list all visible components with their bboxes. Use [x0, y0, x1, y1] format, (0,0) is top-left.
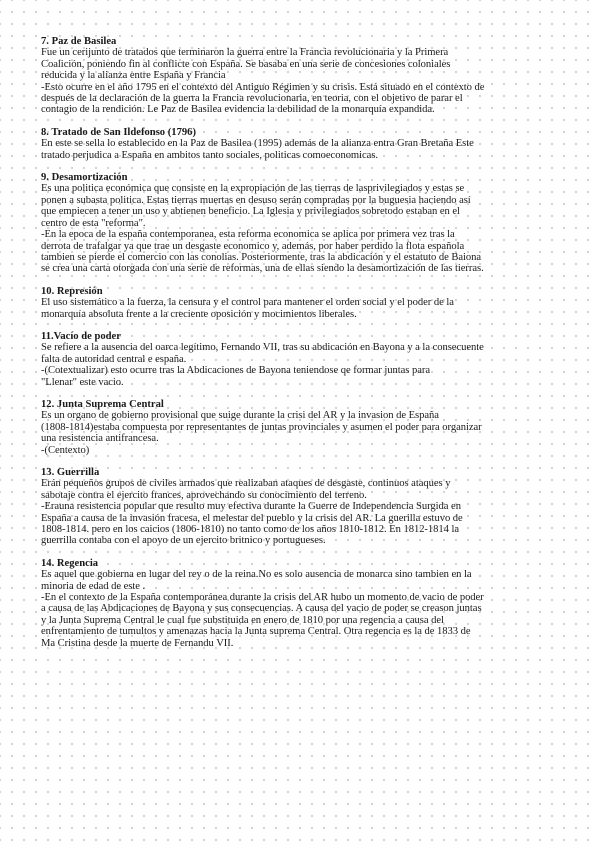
section-text-line: 1808-1814. pero en los caicios (1806-1810) no tanto como de los años 1810-1812. En 1812-1814 la [41, 524, 460, 536]
section-text-line: Es aquel que gobierna en lugar del rey o de la reina.No es solo ausencia de monarca sino tambien en la [41, 569, 472, 581]
section-text-line: tambien se pierde el comercio con las conolias. Posteriormente, tras la abdicación y el estatuto de Baiona [41, 251, 482, 263]
definition-section [41, 36, 561, 116]
definition-section [41, 127, 561, 161]
section-text-line: "Llenar" este vacio. [41, 376, 124, 388]
section-text-line: -En el contexto de la España contemporánea durante la crisis del AR hubo un momento de vacio de poder [41, 592, 484, 604]
definition-section [41, 286, 561, 320]
section-text-line: tratado perjudica a España en ambitos tanto sociales, politicas comoeconomicas. [41, 149, 378, 161]
section-heading: 14. Regencia [41, 557, 99, 569]
section-text-line: contagio de la rendición. Le Paz de Basilea evidencia la debilidad de la monarquía expandida. [41, 104, 435, 116]
section-text-line: derrota de trafalgar ya que trae un desgaste economico y, además, por haber perdido la flota española [41, 240, 465, 252]
section-text-line: se crea una carta otorgada con una serie de reformas, una de ellas siendo la desamortización de las tierras. [41, 263, 484, 275]
definition-section [41, 331, 561, 388]
section-text-line: guerrilla contaba con el apoyo de un ejercito britnico y portugueses. [41, 535, 326, 547]
section-text-line: y la Junta Suprema Central le cual fue substituida en enero de 1810 por una regencia a causa del [41, 614, 444, 626]
section-heading: 11.Vacío de poder [41, 330, 121, 342]
section-heading: 8. Tratado de San Ildefonso (1796) [41, 126, 197, 138]
section-text-line: Es un organo de gobierno provisional que suige durante la crisi del AR y la invasion de España [41, 410, 439, 422]
section-text-line: una resistencia antifrancesa. [41, 433, 159, 445]
definition-section [41, 467, 561, 547]
section-text-line: Fue un cerijunto de tratados que terminaron la guerra entre la Francia revolucionaria y la Primera [41, 47, 449, 59]
section-text-line: Es una politica económica que consiste en la expropiación de las tierras de lasprivilegiados y estas se [41, 183, 465, 195]
section-text-line: -(Centexto) [41, 444, 90, 456]
definition-section [41, 558, 561, 649]
section-heading: 9. Desamortización [41, 172, 128, 184]
section-text-line: sabotaje contra el ejercito frances, aprovechando su conocimiento del terreno. [41, 489, 367, 501]
section-text-line: falta de autoridad central e españa. [41, 353, 187, 365]
definition-section [41, 399, 561, 456]
section-heading: 13. Guerrilla [41, 467, 100, 478]
section-text-line: a causa de las Abdicaciones de Bayona y sus consecuencias. A causa del vacio de poder se creason juntas [41, 603, 482, 615]
section-heading: 10. Represión [41, 285, 103, 297]
section-text-line: Se refiere a la ausencia del oarca legítimo, Fernando VII, tras su abdicación en Bayona y a la consecuente [41, 342, 484, 354]
definition-section [41, 172, 561, 275]
section-text-line: después de la declaración de la guerra la Francia revolucionaria, en teoria, con el objetivo de parar el [41, 93, 463, 105]
section-text-line: reducida y la alianza entre España y Francia [41, 70, 226, 82]
section-text-line: Coalición, poniendo fin al conflicte con España. Se basaba en una serie de concesiones coloniales [41, 58, 451, 70]
section-text-line: Erán pequeños grupos de civiles armados que realizaban ataques de desgaste, continuos ataques y [41, 478, 451, 490]
section-text-line: ponen a subasta politica. Estas tierras muertas en desuso serán compradas por la buguesia haciendo así [41, 194, 471, 206]
section-text-line: -(Cotextualizar) esto ocurre tras la Abdicaciones de Bayona teniendose qe formar juntas para [41, 365, 430, 377]
section-heading: 7. Paz de Basilea [41, 36, 117, 47]
section-text-line: En este se sella lo establecido en la Paz de Basilea (1995) además de la alianza entra Gran Bretaña Este [41, 138, 474, 150]
section-text-line: minoria de edad de este . [41, 580, 146, 592]
section-text-line: centro de esta "reforma". [41, 217, 146, 229]
section-text-line: monarquía absoluta frente a la creciente oposición y mocimientos liberales. [41, 308, 357, 320]
section-text-line: (1808-1814)estaba compuesta por representantes de juntas provinciales y asumen el poder para organizar [41, 421, 482, 433]
section-text-line: -Erauna resistencia popular que resulto muy efectiva durante la Guerre de Independencia Surgida en [41, 501, 461, 513]
section-text-line: El uso sistemático a la fuerza, la censura y el control para mantener el orden social y el poder de la [41, 297, 454, 309]
document-page [41, 36, 561, 660]
section-text-line: Ma Cristina desde la muerte de Fernandu VII. [41, 637, 234, 649]
section-text-line: enfrentamiento de tumultos y amenazas hacia la Junta suprema Central. Otra regencia es la de 1833 de [41, 626, 471, 638]
section-text-line: -Esto ocurre en el año 1795 en el contexto del Antiguo Régimen y su crisis. Está situado en el contexto de [41, 81, 485, 93]
section-text-line: que empiecen a tener un uso y abtienen beneficio. La Iglesia y privilegiados sobretodo estaban en el [41, 206, 460, 218]
section-text-line: -En la epoca de la españa contemporanea, esta reforma economica se aplica por primera vez tras la [41, 229, 455, 241]
section-text-line: España a causa de la invasión fracesa, el melestar del pueblo y la crisis del AR. La guerilla estuvo de [41, 512, 463, 524]
section-heading: 12. Junta Suprema Central [41, 398, 164, 410]
